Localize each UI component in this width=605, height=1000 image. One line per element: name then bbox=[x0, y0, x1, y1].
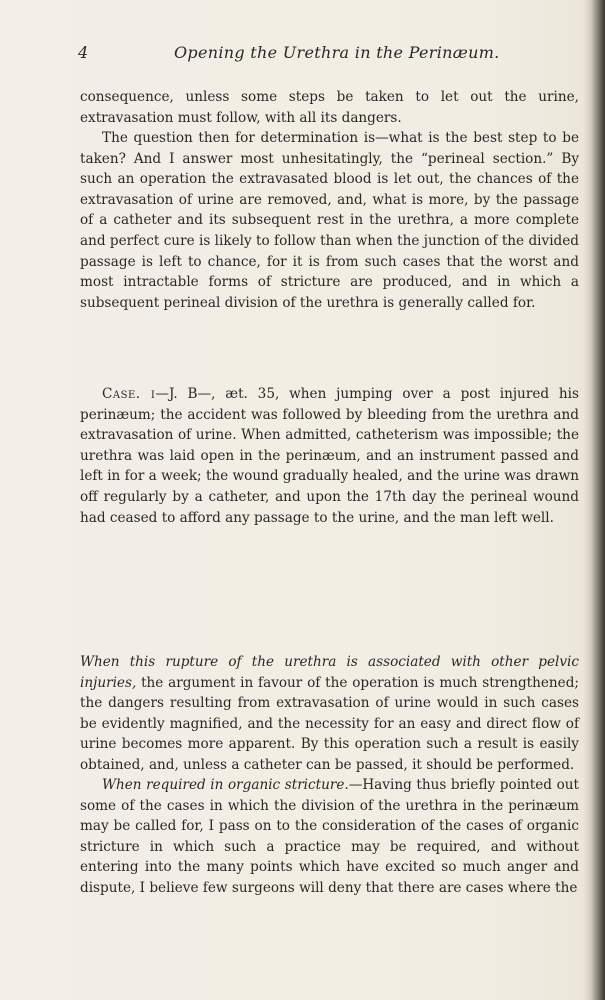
book-binding-edge bbox=[583, 0, 605, 1000]
running-head bbox=[78, 43, 578, 69]
paragraph-organic-stricture bbox=[80, 775, 579, 899]
stricture-body: —Having thus briefly pointed out some of the cases in which the division of the urethra in the perinæum may be called for, I pass on to the consideration of the cases of organic stricture in which such a practice may be required, and without entering into the many points which have excited so much anger and dispute, I believe few surgeons will deny that there are cases where the bbox=[80, 777, 579, 896]
page-number: 4 bbox=[78, 43, 89, 62]
case-label: Case. i bbox=[102, 386, 156, 402]
running-title: Opening the Urethra in the Perinæum. bbox=[174, 43, 500, 62]
paragraph-case-1 bbox=[80, 384, 579, 528]
pelvic-body: the argument in favour of the operation is much strengthened; the dangers resulting from extravasation of urine would in such cases be evidently magnified, and the necessity for an easy and direct flow of urine becomes more apparent. By this operation such a result is easily obtained, and, unless a catheter can be passed, it should be performed. bbox=[80, 674, 579, 773]
section-heading-stricture: When required in organic stricture. bbox=[102, 777, 349, 793]
paragraph-pelvic-injuries bbox=[80, 652, 579, 776]
paragraph-continuation: consequence, unless some steps be taken to let out the urine, extravasation must follow, with all its dangers. bbox=[80, 89, 579, 126]
section-heading-pelvic: When this rupture of the urethra is associated with other pelvic injuries, bbox=[80, 654, 579, 691]
case-body: —J. B—, æt. 35, when jumping over a post injured his perinæum; the accident was followed by bleeding from the urethra and extravasation of urine. When admitted, catheterism was impossible; the urethra was laid open in the perinæum, and an instrument passed and left in for a week; the wound gradually healed, and the urine was drawn off regularly by a catheter, and upon the 17th day the perineal wound had ceased to afford any passage to the urine, and the man left well. bbox=[80, 386, 580, 526]
paragraph-question: The question then for determination is—what is the best step to be taken? And I answer most unhesitatingly, the “perineal section.” By such an operation the extravasated blood is let out, the chances of the extravasation of urine are removed, and, what is more, by the passage of a catheter and its subsequent rest in the urethra, a more complete and perfect cure is likely to follow than when the junction of the divided passage is left to chance, for it is from such cases that the worst and most intractable forms of stricture are produced, and in which a subsequent perineal division of the urethra is generally called for. bbox=[80, 130, 579, 311]
